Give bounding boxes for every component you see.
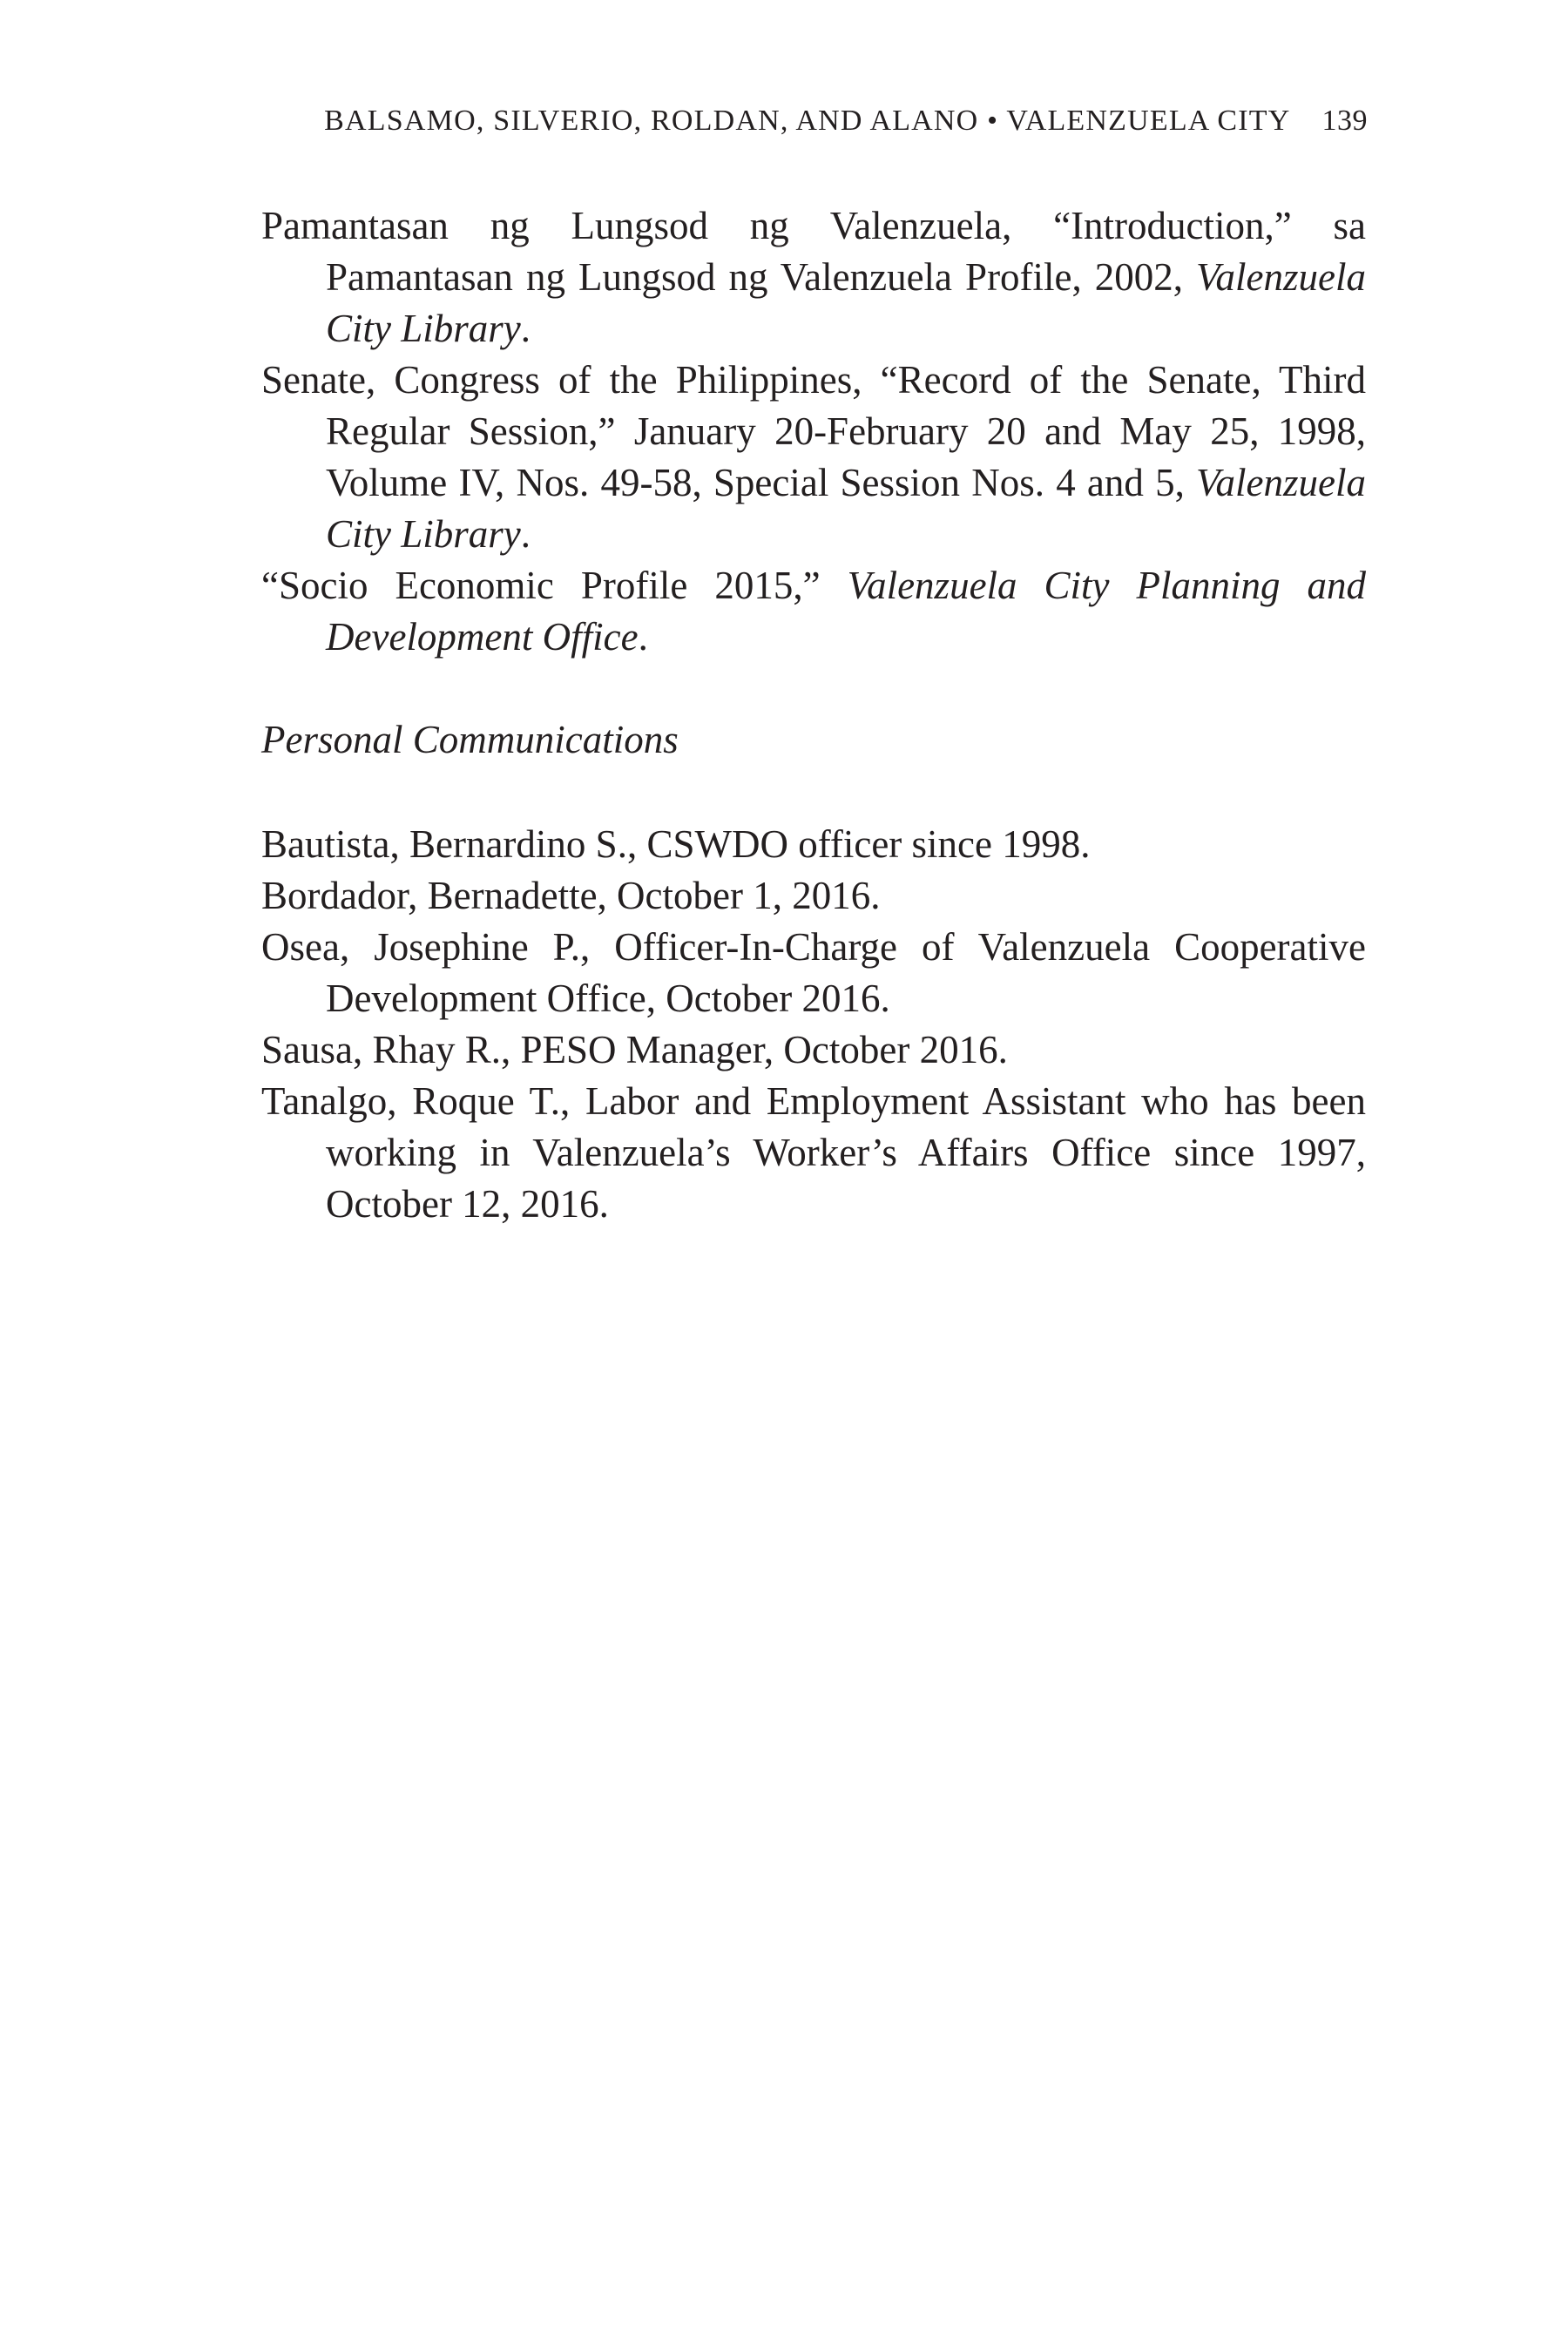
page-number: 139 (1321, 105, 1368, 137)
communication-entry: Bautista, Bernardino S., CSWDO officer since 1998. (261, 822, 1091, 866)
reference-end-text: . (520, 307, 531, 350)
communication-entry: Tanalgo, Roque T., Labor and Employment Assistant who has been working in Valenzuela’s Worker’s Affairs Office since 1997, October 12, 2016. (261, 1079, 1366, 1226)
reference-end-text: . (520, 512, 531, 556)
running-head-title: BALSAMO, SILVERIO, ROLDAN, AND ALANO • VALENZUELA CITY (324, 105, 1291, 137)
reference-main-text: Senate, Congress of the Philippines, “Record of the Senate, Third Regular Session,” January 20-February 20 and May 25, 1998, Volume IV, Nos. 49-58, Special Session Nos. 4 and 5, (261, 358, 1366, 504)
reference-italic-text: Valenzuela City Planning and Development Office (326, 564, 1366, 659)
reference-entry (261, 200, 1366, 355)
running-head (261, 105, 1368, 148)
reference-main-text: “Socio Economic Profile 2015,” (261, 564, 848, 607)
section-heading: Personal Communications (261, 718, 679, 761)
reference-main-text: Pamantasan ng Lungsod ng Valenzuela, “Introduction,” sa Pamantasan ng Lungsod ng Valenzuela Profile, 2002, (261, 204, 1366, 299)
reference-entry (261, 560, 1366, 663)
communication-entry: Sausa, Rhay R., PESO Manager, October 2016. (261, 1028, 1008, 1071)
communication-entry: Osea, Josephine P., Officer-In-Charge of Valenzuela Cooperative Development Office, October 2016. (261, 925, 1366, 1020)
reference-italic-text: Valenzuela City Library (326, 461, 1366, 556)
reference-italic-text: Valenzuela City Library (326, 255, 1366, 350)
bibliography-content (261, 200, 1366, 1230)
reference-entry (261, 355, 1366, 560)
reference-end-text: . (638, 615, 648, 659)
communication-entry: Bordador, Bernadette, October 1, 2016. (261, 874, 881, 917)
